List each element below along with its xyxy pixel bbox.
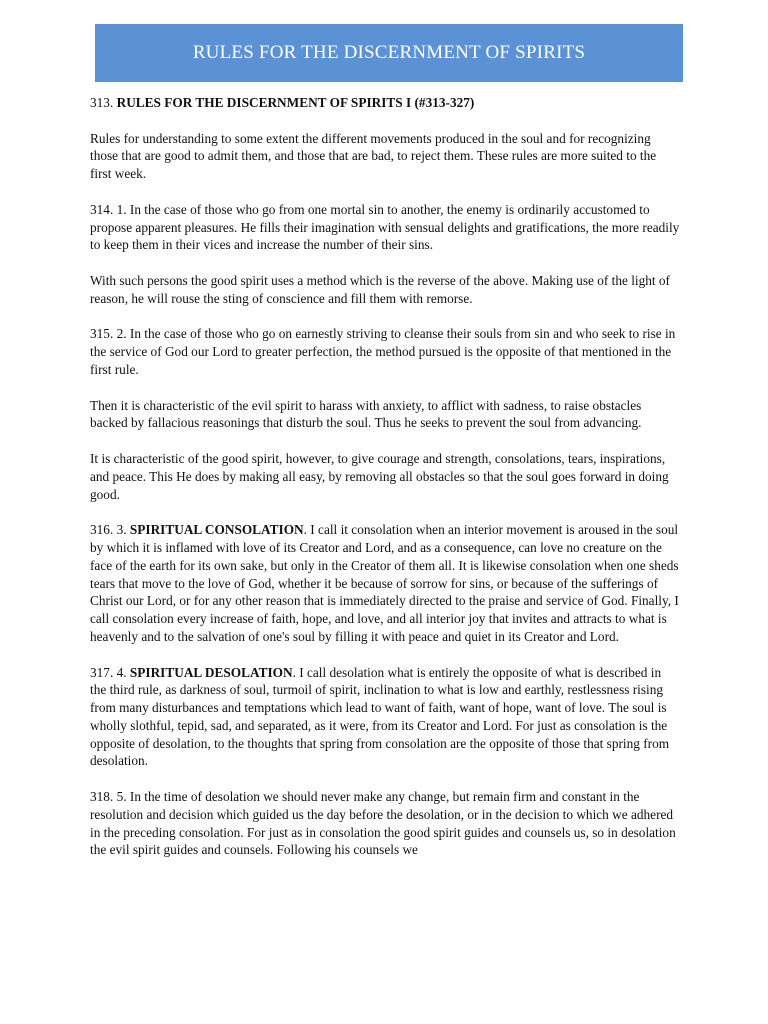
paragraph-314b: With such persons the good spirit uses a method which is the reverse of the above. Making use of the light of reason, he will rouse the sting of conscience and fill them with remorse. xyxy=(90,272,670,306)
paragraph-intro: Rules for understanding to some extent the different movements produced in the soul and for recognizing those that are good to admit them, and those that are bad, to reject them. These rules are more suited to the first week. xyxy=(90,130,657,182)
paragraph-314: 314. 1. In the case of those who go from one mortal sin to another, the enemy is ordinarily accustomed to propose apparent pleasures. He fills their imagination with sensual delights and gratifications, the more readily to keep them in their vices and increase the number of their sins. xyxy=(90,201,680,253)
paragraph-316 xyxy=(90,521,680,646)
title-banner xyxy=(95,24,683,82)
section-number: 313. xyxy=(90,95,117,110)
paragraph-315c: It is characteristic of the good spirit, however, to give courage and strength, consolations, tears, inspirations, and peace. This He does by making all easy, by removing all obstacles so that the soul goes forward in doing good. xyxy=(90,450,669,502)
paragraph-316-text: . I call it consolation when an interior movement is aroused in the soul by which it is inflamed with love of its Creator and Lord, and as a consequence, can love no creature on the face of the earth for its own sake, but only in the Creator of them all. It is likewise consolation when one sheds tears that move to the love of God, whether it be because of sorrow for sins, or because of the sufferings of Christ our Lord, or for any other reason that is immediately directed to the praise and service of God. Finally, I call consolation every increase of faith, hope, and love, and all interior joy that invites and attracts to what is heavenly and to the salvation of one's soul by filling it with peace and quiet in its Creator and Lord. xyxy=(90,522,679,644)
spiritual-desolation-term: SPIRITUAL DESOLATION xyxy=(129,664,293,680)
spiritual-consolation-term: SPIRITUAL CONSOLATION xyxy=(129,522,304,538)
banner-title: RULES FOR THE DISCERNMENT OF SPIRITS xyxy=(192,42,586,63)
paragraph-315b: Then it is characteristic of the evil spirit to harass with anxiety, to afflict with sadness, to raise obstacles backed by fallacious reasonings that disturb the soul. Thus he seeks to prevent the soul from advancing. xyxy=(90,397,642,431)
paragraph-316-number: 316. 3. xyxy=(90,522,130,538)
paragraph-317 xyxy=(90,664,680,771)
paragraph-317-text: . I call desolation what is entirely the opposite of what is described in the third rule, as darkness of soul, turmoil of spirit, inclination to what is low and earthly, restlessness rising from many disturbances and temptations which lead to want of faith, want of hope, want of love. The soul is wholly slothful, tepid, sad, and separated, as it were, from its Creator and Lord. For just as consolation is the opposite of desolation, to the thoughts that spring from consolation are the opposite of those that spring from desolation. xyxy=(90,664,670,769)
paragraph-317-number: 317. 4. xyxy=(90,664,130,680)
paragraph-315: 315. 2. In the case of those who go on earnestly striving to cleanse their souls from sin and who seek to rise in the service of God our Lord to greater perfection, the method pursued is the opposite of that mentioned in the first rule. xyxy=(90,326,676,377)
section-heading xyxy=(90,94,680,112)
section-title: RULES FOR THE DISCERNMENT OF SPIRITS I (#313-327) xyxy=(116,95,475,110)
paragraph-318: 318. 5. In the time of desolation we should never make any change, but remain firm and constant in the resolution and decision which guided us the day before the desolation, or in the decision to which we adhered in the preceding consolation. For just as in consolation the good spirit guides and counsels us, so in desolation the evil spirit guides and counsels. Following his counsels we xyxy=(90,789,676,858)
document-body xyxy=(90,94,680,877)
